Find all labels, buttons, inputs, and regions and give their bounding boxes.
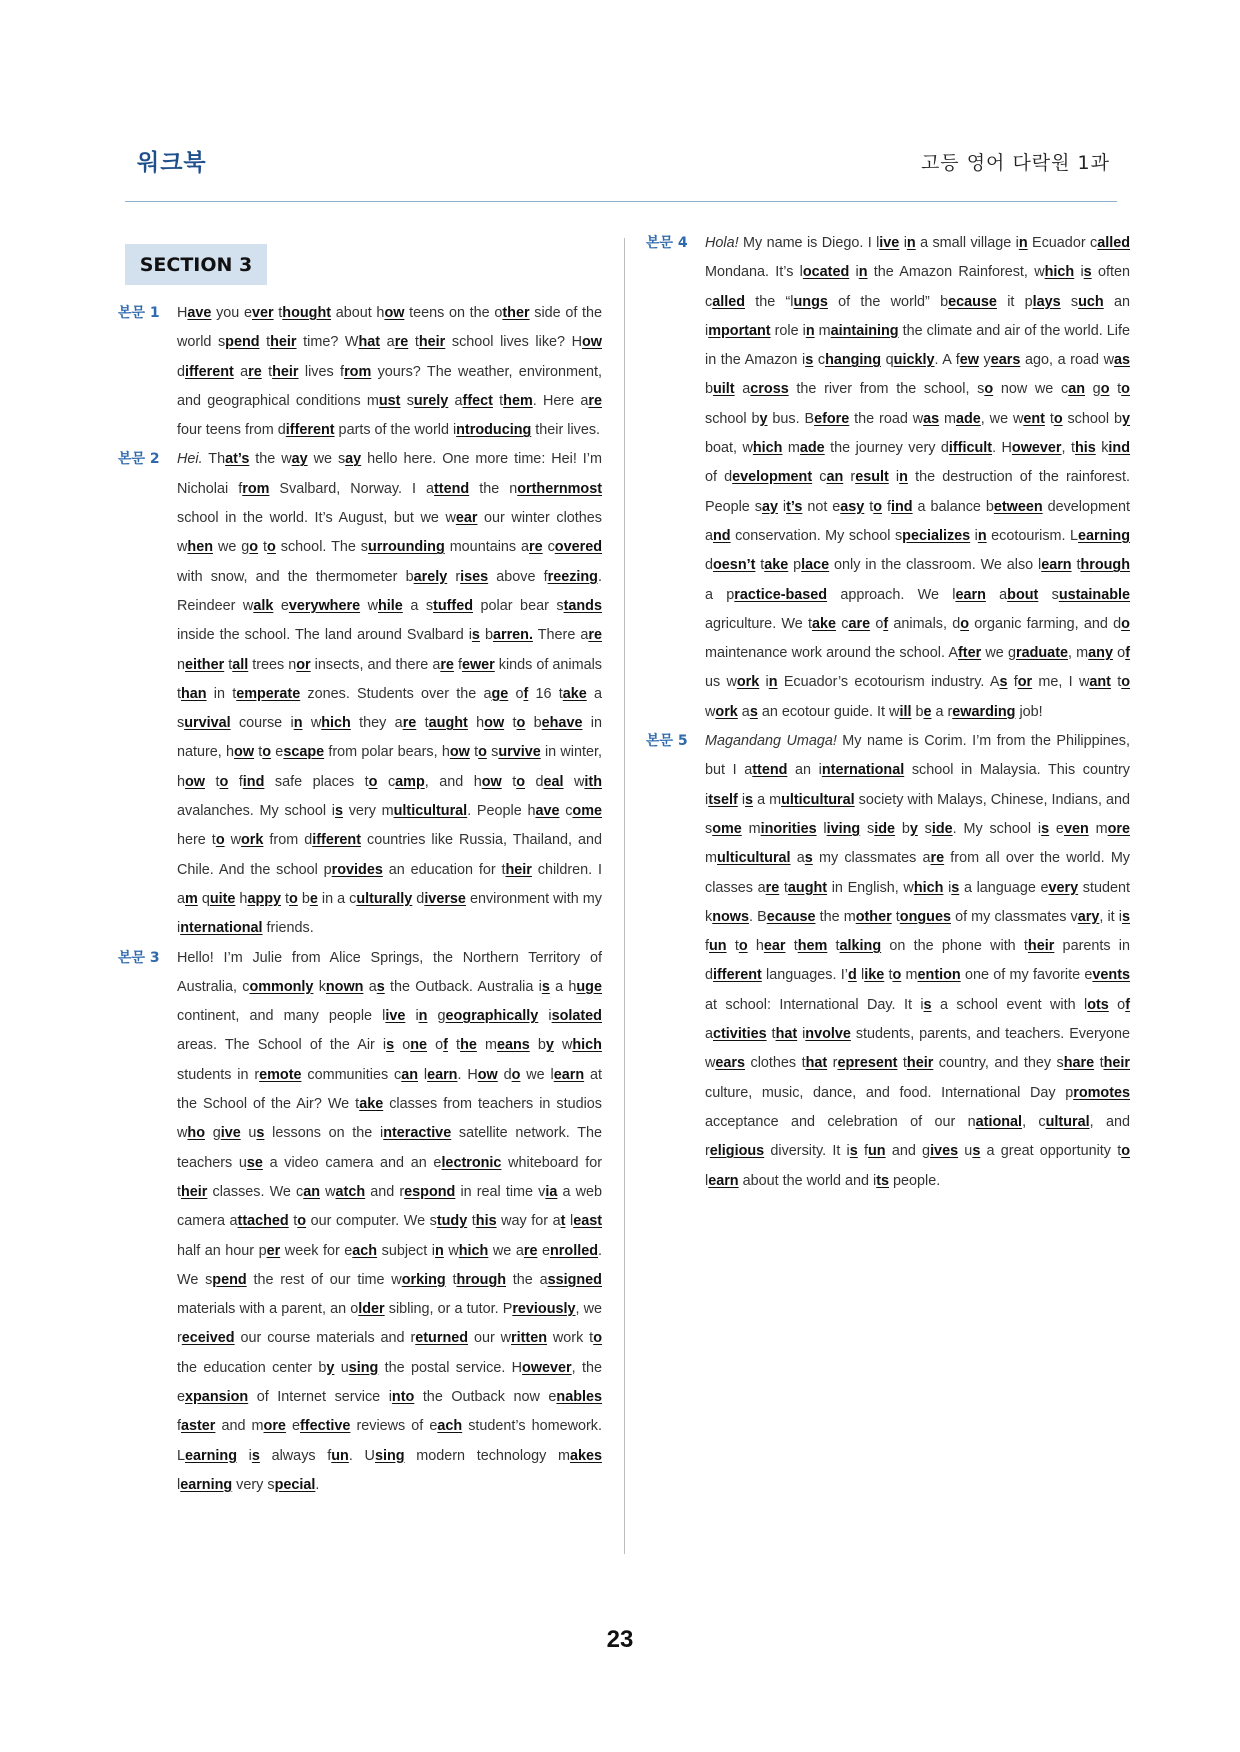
section-badge: SECTION 3 xyxy=(125,244,267,285)
passage-text: Have you ever thought about how teens on the other side of the world spend their time? What are their school lives like? How different are their lives from yours? The weather, environment, and geographical conditions must surely affect them. Here are four teens from different parts of the world introducing their lives. xyxy=(177,305,603,439)
passage-3 xyxy=(118,944,602,1501)
workbook-title: 워크북 xyxy=(137,150,207,176)
passage-label: 본문 2 xyxy=(118,451,160,468)
passage-label: 본문 5 xyxy=(646,733,688,750)
passage-label: 본문 3 xyxy=(118,949,160,966)
passage-5 xyxy=(646,727,1130,1196)
passage-1 xyxy=(118,299,602,445)
passage-label: 본문 1 xyxy=(118,305,160,321)
left-column xyxy=(118,299,602,1500)
header-divider xyxy=(125,201,1117,202)
column-divider xyxy=(624,238,625,1554)
passage-label: 본문 4 xyxy=(646,235,688,251)
passage-text: Hello! I’m Julie from Alice Springs, the Northern Territory of Australia, commonly known as the Outback. Australia is a huge continent, and many people live in geographically isolated areas. The School of the Air is one of the means by which students in remote communities can learn. How do we learn at the School of the Air? We take classes from teachers in studios who give us lessons on the interactive satellite network. The teachers use a video camera and an electronic whiteboard for their classes. We can watch and respond in real time via a web camera attached to our computer. We study this way for at least half an hour per week for each subject in which we are enrolled. We spend the rest of our time working through the assigned materials with a parent, an older sibling, or a tutor. Previously, we received our course materials and returned our written work to the education center by using the postal service. However, the expansion of Internet service into the Outback now enables faster and more effective reviews of each student’s homework. Learning is always fun. Using modern technology makes learning very special. xyxy=(177,949,603,1493)
right-column xyxy=(646,229,1130,1196)
passage-text: Hei. That’s the way we say hello here. One more time: Hei! I’m Nicholai from Svalbard, Norway. I attend the northernmost school in the world. It’s August, but we wear our winter clothes when we go to school. The surrounding mountains are covered with snow, and the thermometer barely rises above freezing. Reindeer walk everywhere while a stuffed polar bear stands inside the school. The land around Svalbard is barren. There are neither tall trees nor insects, and there are fewer kinds of animals than in temperate zones. Students over the age of 16 take a survival course in which they are taught how to behave in nature, how to escape from polar bears, how to survive in winter, how to find safe places to camp, and how to deal with avalanches. My school is very multicultural. People have come here to work from different countries like Russia, Thailand, and Chile. And the school provides an education for their children. I am quite happy to be in a culturally diverse environment with my international friends. xyxy=(177,451,603,937)
passage-4 xyxy=(646,229,1130,727)
page-number: 23 xyxy=(606,1626,634,1653)
passage-text: Magandang Umaga! My name is Corim. I’m from the Philippines, but I attend an international school in Malaysia. This country itself is a multicultural society with Malays, Chinese, Indians, and some minorities living side by side. My school is even more multicultural as my classmates are from all over the world. My classes are taught in English, which is a language every student knows. Because the mother tongues of my classmates vary, it is fun to hear them talking on the phone with their parents in different languages. I’d like to mention one of my favorite events at school: International Day. It is a school event with lots of activities that involve students, parents, and teachers. Everyone wears clothes that represent their country, and they share their culture, music, dance, and food. International Day promotes acceptance and celebration of our national, cultural, and religious diversity. It is fun and gives us a great opportunity to learn about the world and its people. xyxy=(705,733,1131,1189)
passage-text: Hola! My name is Diego. I live in a small village in Ecuador called Mondana. It’s located in the Amazon Rainforest, which is often called the “lungs of the world” because it plays such an important role in maintaining the climate and air of the world. Life in the Amazon is changing quickly. A few years ago, a road was built across the river from the school, so now we can go to school by bus. Before the road was made, we went to school by boat, which made the journey very difficult. However, this kind of development can result in the destruction of the rainforest. People say it’s not easy to find a balance between development and conservation. My school specializes in ecotourism. Learning doesn’t take place only in the classroom. We also learn through a practice-based approach. We learn about sustainable agriculture. We take care of animals, do organic farming, and do maintenance work around the school. After we graduate, many of us work in Ecuador’s ecotourism industry. As for me, I want to work as an ecotour guide. It will be a rewarding job! xyxy=(705,235,1131,720)
course-subtitle: 고등 영어 다락원 1과 xyxy=(920,152,1110,174)
passage-2 xyxy=(118,445,602,943)
